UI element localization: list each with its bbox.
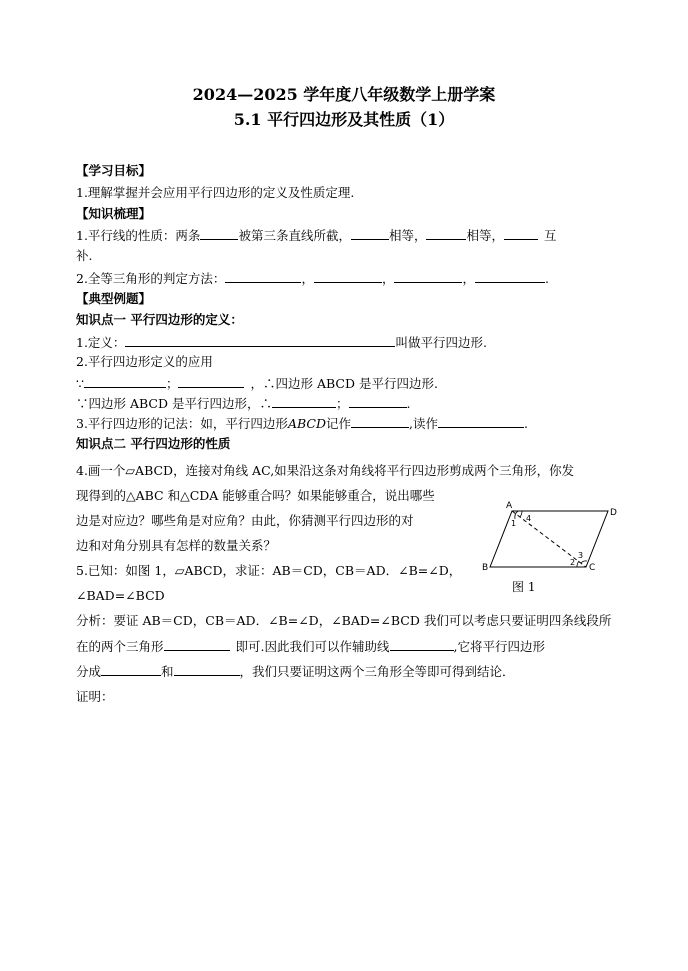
review-q1: 1.平行线的性质：两条 被第三条直线所截， 相等， 相等， 互: [76, 228, 557, 243]
examples-heading: 【典型例题】: [76, 291, 152, 306]
review-q1-cont: 补.: [76, 248, 93, 263]
parallelogram-abcd: [490, 511, 608, 567]
proof-label: 证明：: [76, 689, 114, 704]
vertex-d-label: D: [610, 508, 617, 518]
notation-line: 3.平行四边形的记法：如，平行四边形ABCD记作 ,读作 .: [76, 416, 528, 431]
q4-line-4: 边和对角分别具有怎样的数量关系？: [76, 538, 277, 553]
angle-1-label: 1: [511, 519, 517, 528]
goal-heading: 【学习目标】: [76, 163, 152, 178]
parallelogram-figure: [478, 497, 628, 597]
application-line-2: ∵四边形 ABCD 是平行四边形，∴ ； .: [76, 396, 411, 411]
vertex-a-label: A: [506, 501, 513, 511]
q4-line-2: 现得到的△ABC 和△CDA 能够重合吗？如果能够重合，说出哪些: [76, 488, 435, 503]
analysis-line-2: 在的两个三角形 即可.因此我们可以作辅助线 ,它将平行四边形: [76, 639, 545, 654]
q4-line-3: 边是对应边？哪些角是对应角？由此，你猜测平行四边形的对: [76, 513, 414, 528]
angle-1-arc: [515, 511, 518, 519]
angle-3-label: 3: [578, 551, 584, 560]
knowledge-point-1: 知识点一 平行四边形的定义：: [76, 312, 243, 327]
angle-2-label: 2: [570, 558, 576, 567]
review-q2: 2.全等三角形的判定方法： ， ， ， .: [76, 271, 549, 286]
angle-4-arc: [520, 511, 522, 517]
definition-application: 2.平行四边形定义的应用: [76, 354, 213, 369]
vertex-c-label: C: [589, 563, 596, 573]
goal-item-1: 1.理解掌握并会应用平行四边形的定义及性质定理.: [76, 185, 355, 200]
knowledge-point-2: 知识点二 平行四边形的性质: [76, 436, 231, 451]
application-line-1: ∵ ； ，∴四边形 ABCD 是平行四边形.: [76, 376, 438, 391]
angle-3-arc: [581, 561, 587, 563]
definition-line: 1.定义： 叫做平行四边形.: [76, 335, 487, 350]
q5-line-2: ∠BAD=∠BCD: [76, 588, 165, 603]
q5-line-1: 5.已知：如图 1，▱ABCD，求证：AB＝CD，CB＝AD．∠B=∠D，: [76, 563, 462, 578]
q4-line-1: 4.画一个▱ABCD，连接对角线 AC,如果沿这条对角线将平行四边形剪成两个三角形，你发: [76, 463, 575, 478]
worksheet-title: 2024—2025 学年度八年级数学上册学案: [192, 85, 496, 104]
figure-caption: 图 1: [512, 580, 536, 594]
analysis-line-1: 分析：要证 AB＝CD，CB＝AD．∠B=∠D，∠BAD=∠BCD 我们可以考虑只要证明四条线段所: [76, 613, 612, 628]
vertex-b-label: B: [482, 563, 489, 573]
analysis-line-3: 分成 和 ，我们只要证明这两个三角形全等即可得到结论．: [76, 664, 515, 679]
angle-2-arc: [577, 561, 579, 567]
angle-4-label: 4: [526, 514, 532, 523]
review-heading: 【知识梳理】: [76, 206, 152, 221]
lesson-title: 5.1 平行四边形及其性质（1）: [233, 110, 455, 129]
